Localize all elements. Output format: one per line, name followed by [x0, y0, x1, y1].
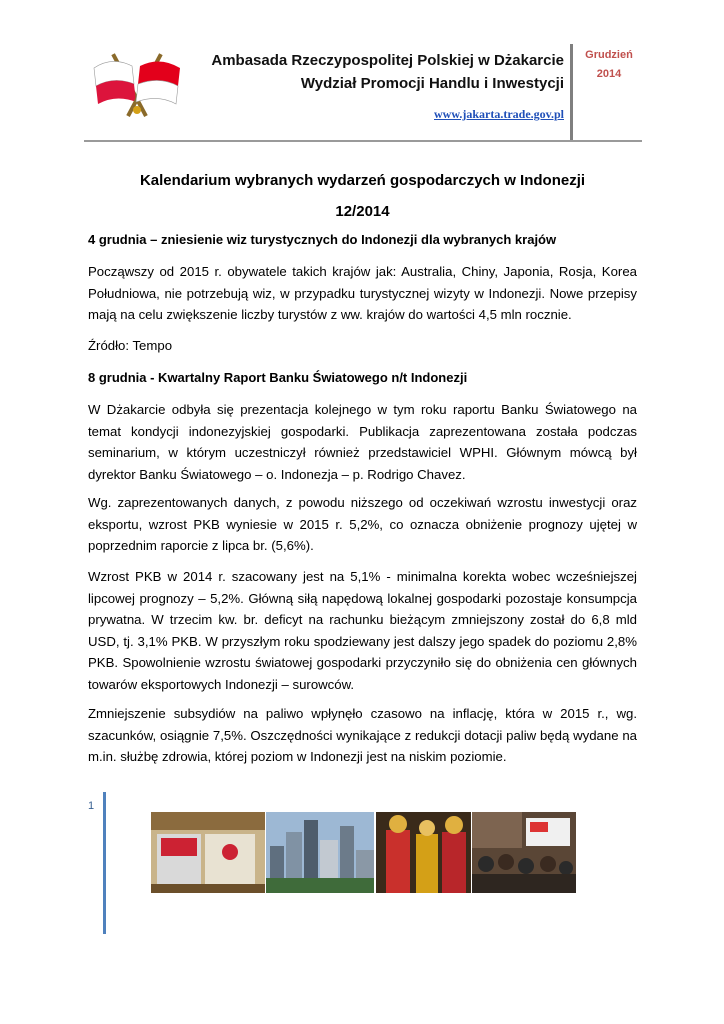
date-year: 2014: [596, 68, 622, 80]
paragraph: W Dżakarcie odbyła się prezentacja kolejnego w tym roku raportu Banku Światowego na temat kondycji indonezyjskiej gospodarki. Publikacja zaprezentowana została podczas seminarium, w którym uczestniczył również przedstawiciel WPHI. Głównym mówcą był dyrektor Banku Światowego – o. Indonezja – p. Rodrigo Chavez.: [88, 402, 637, 482]
flags-logo: [88, 46, 186, 124]
expo-booth-photo: [151, 812, 265, 893]
city-skyline-photo: [266, 812, 374, 893]
header-divider: [570, 44, 573, 140]
embassy-title: Ambasada Rzeczypospolitej Polskiej w Dżakarcie: [211, 52, 564, 69]
section-heading: 4 grudnia – zniesienie wiz turystycznych do Indonezji dla wybranych krajów: [88, 232, 557, 247]
source-line: Źródło: Tempo: [88, 338, 173, 353]
footer-rule: [103, 792, 106, 934]
website-link[interactable]: www.jakarta.trade.gov.pl: [434, 107, 564, 121]
paragraph: Zmniejszenie subsydiów na paliwo wpłynęło czasowo na inflację, która w 2015 r., wg. szacunków, osiągnie 7,5%. Oszczędności wynikające z redukcji dotacji paliw będą wydane na m.in. służbę zdrowia, której poziom w Indonezji jest na niskim poziomie.: [88, 706, 637, 764]
seminar-photo: [472, 812, 576, 893]
paragraph: Począwszy od 2015 r. obywatele takich krajów jak: Australia, Chiny, Japonia, Rosja, Korea Południowa, nie potrzebują wiz, w przypadku turystycznej wizyty w Indonezji. Nowe przepisy mają na celu zwiększenie liczby turystów z ww. krajów do wartości 4,5 mln rocznie.: [88, 264, 637, 322]
header-rule: [84, 140, 642, 142]
dancers-photo: [376, 812, 471, 893]
date-month: Grudzień: [585, 49, 633, 61]
flag-knot: [133, 106, 141, 114]
section-heading: 8 grudnia - Kwartalny Raport Banku Światowego n/t Indonezji: [88, 370, 468, 385]
document-period: 12/2014: [335, 203, 390, 220]
paragraph: Wzrost PKB w 2014 r. szacowany jest na 5,1% - minimalna korekta wobec wcześniejszej lipcowej prognozy – 5,2%. Główną siłą napędową lokalnej gospodarki pozostaje konsumpcja prywatna. W trzecim kw. br. deficyt na rachunku bieżącym zmniejszony został do 6,8 mld USD, tj. 3,1% PKB. W przyszłym roku spodziewany jest dalszy jego spadek do poziomu 2,8% PKB. Spowolnienie wzrostu światowej gospodarki przyczyniło się do obniżenia cen głównych towarów eksportowych Indonezji – surowców.: [88, 569, 637, 692]
paragraph: Wg. zaprezentowanych danych, z powodu niższego od oczekiwań wzrostu inwestycji oraz eksportu, wzrost PKB wyniesie w 2015 r. 5,2%, co oznacza obniżenie prognozy ujętej w poprzednim raporcie z lipca br. (5,6%).: [88, 495, 637, 553]
page-number: 1: [88, 800, 95, 812]
document-title: Kalendarium wybranych wydarzeń gospodarczych w Indonezji: [139, 172, 586, 189]
department-title: Wydział Promocji Handlu i Inwestycji: [300, 75, 564, 92]
